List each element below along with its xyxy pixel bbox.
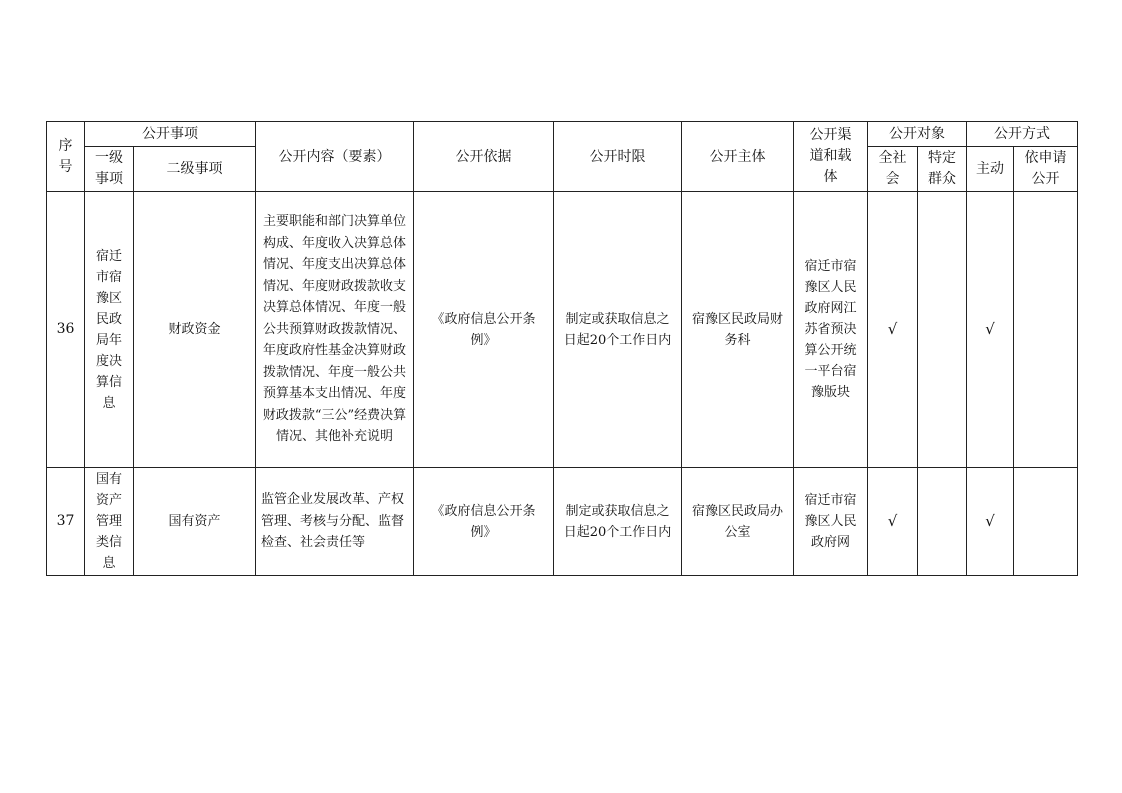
disclosure-table [46, 121, 1078, 576]
row-content: 主要职能和部门决算单位构成、年度收入决算总体情况、年度支出决算总体情况、年度财政拨款收支决算总体情况、年度一般公共预算财政拨款情况、年度政府性基金决算财政拨款情况、年度一般公共预算基本支出情况、年度财政拨款“三公”经费决算情况、其他补充说明 [256, 192, 414, 468]
row-channel: 宿迁市宿豫区人民政府网江苏省预决算公开统一平台宿豫版块 [794, 192, 868, 468]
row-content: 监管企业发展改革、产权管理、考核与分配、监督检查、社会责任等 [256, 468, 414, 576]
header-target-specific: 特定群众 [918, 147, 967, 192]
table-row [47, 468, 1078, 576]
header-level2: 二级事项 [134, 147, 256, 192]
header-basis: 公开依据 [414, 122, 554, 192]
header-no: 序号 [47, 122, 85, 192]
header-time-limit: 公开时限 [554, 122, 682, 192]
row-level1: 宿迁市宿豫区民政局年度决算信息 [85, 192, 134, 468]
row-time-limit: 制定或获取信息之日起20个工作日内 [554, 468, 682, 576]
header-mode-active: 主动 [967, 147, 1014, 192]
header-mode-request: 依申请公开 [1014, 147, 1078, 192]
header-content: 公开内容（要素） [256, 122, 414, 192]
row-target-specific [918, 192, 967, 468]
row-mode-request [1014, 468, 1078, 576]
row-target-specific [918, 468, 967, 576]
table-row [47, 192, 1078, 468]
row-basis: 《政府信息公开条例》 [414, 192, 554, 468]
row-level1: 国有资产管理类信息 [85, 468, 134, 576]
row-subject: 宿豫区民政局财务科 [682, 192, 794, 468]
row-basis: 《政府信息公开条例》 [414, 468, 554, 576]
row-mode-request [1014, 192, 1078, 468]
row-target-all: √ [868, 192, 918, 468]
row-mode-active: √ [967, 468, 1014, 576]
header-public-items: 公开事项 [85, 122, 256, 147]
row-mode-active: √ [967, 192, 1014, 468]
header-target-all: 全社会 [868, 147, 918, 192]
row-level2: 国有资产 [134, 468, 256, 576]
row-subject: 宿豫区民政局办公室 [682, 468, 794, 576]
row-no: 36 [47, 192, 85, 468]
row-channel: 宿迁市宿豫区人民政府网 [794, 468, 868, 576]
row-target-all: √ [868, 468, 918, 576]
header-channel: 公开渠道和载体 [794, 122, 868, 192]
header-mode: 公开方式 [967, 122, 1078, 147]
row-time-limit: 制定或获取信息之日起20个工作日内 [554, 192, 682, 468]
row-no: 37 [47, 468, 85, 576]
header-subject: 公开主体 [682, 122, 794, 192]
header-target: 公开对象 [868, 122, 967, 147]
header-level1: 一级事项 [85, 147, 134, 192]
row-level2: 财政资金 [134, 192, 256, 468]
